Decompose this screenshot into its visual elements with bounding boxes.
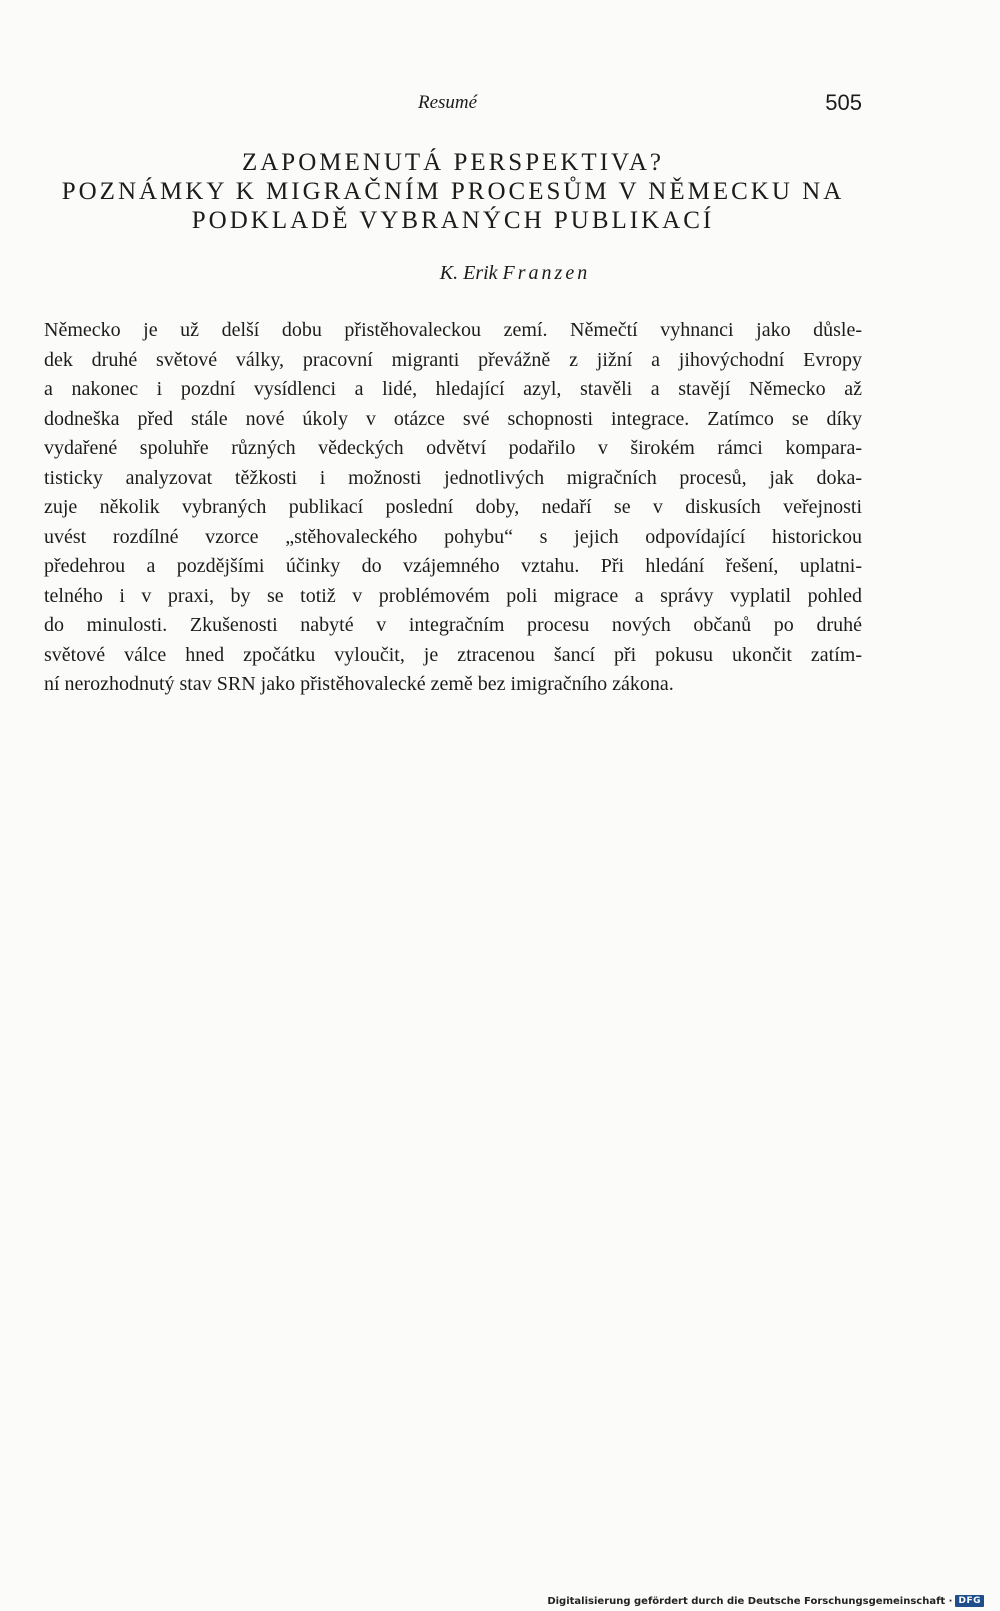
author-byline (0, 262, 1000, 285)
body-line: tisticky analyzovat těžkosti i možnosti jednotlivých migračních procesů, jak doka- (44, 466, 862, 489)
body-line: telného i v praxi, by se totiž v problémovém poli migrace a správy vyplatil pohled (44, 584, 862, 607)
body-line: světové válce hned zpočátku vyloučit, je ztracenou šancí při pokusu ukončit zatím- (44, 643, 862, 666)
body-line: uvést rozdílné vzorce „stěhovaleckého pohybu“ s jejich odpovídající historickou (44, 525, 862, 548)
body-line: ní nerozhodnutý stav SRN jako přistěhovalecké země bez imigračního zákona. (44, 673, 674, 695)
body-line: do minulosti. Zkušenosti nabyté v integračním procesu nových občanů po druhé (44, 614, 862, 636)
author-initials: K. Erik (439, 262, 498, 284)
running-title: Resumé (418, 92, 478, 113)
digitization-credit (547, 1595, 984, 1607)
body-line: vydařené spoluhře různých vědeckých odvětví podařilo v širokém rámci kompara- (44, 437, 862, 459)
page-number: 505 (825, 90, 862, 115)
body-line: dek druhé světové války, pracovní migranti převážně z jižní a jihovýchodní Evropy (44, 348, 862, 371)
author-surname: Franzen (502, 262, 591, 284)
title-line: ZAPOMENUTÁ PERSPEKTIVA? (241, 149, 665, 176)
running-header (0, 92, 1000, 122)
dfg-logo-icon: DFG (955, 1595, 984, 1607)
body-line: dodneška před stále nové úkoly v otázce své schopnosti integrace. Zatímco se díky (44, 407, 862, 430)
body-line: zuje několik vybraných publikací poslední doby, nedaří se v diskusích veřejnosti (44, 496, 862, 518)
article-title (44, 148, 862, 235)
credit-text: Digitalisierung gefördert durch die Deutsche Forschungsgemeinschaft · (547, 1595, 953, 1607)
title-line: POZNÁMKY K MIGRAČNÍM PROCESŮM V NĚMECKU NA (61, 178, 845, 205)
article-body (44, 316, 862, 700)
body-line: předehrou a pozdějšími účinky do vzájemného vztahu. Při hledání řešení, uplatni- (44, 555, 862, 577)
title-line: PODKLADĚ VYBRANÝCH PUBLIKACÍ (191, 207, 715, 234)
body-line: a nakonec i pozdní vysídlenci a lidé, hledající azyl, stavěli a stavějí Německo až (44, 378, 862, 400)
body-line: Německo je už delší dobu přistěhovaleckou zemí. Němečtí vyhnanci jako důsle- (44, 319, 862, 341)
